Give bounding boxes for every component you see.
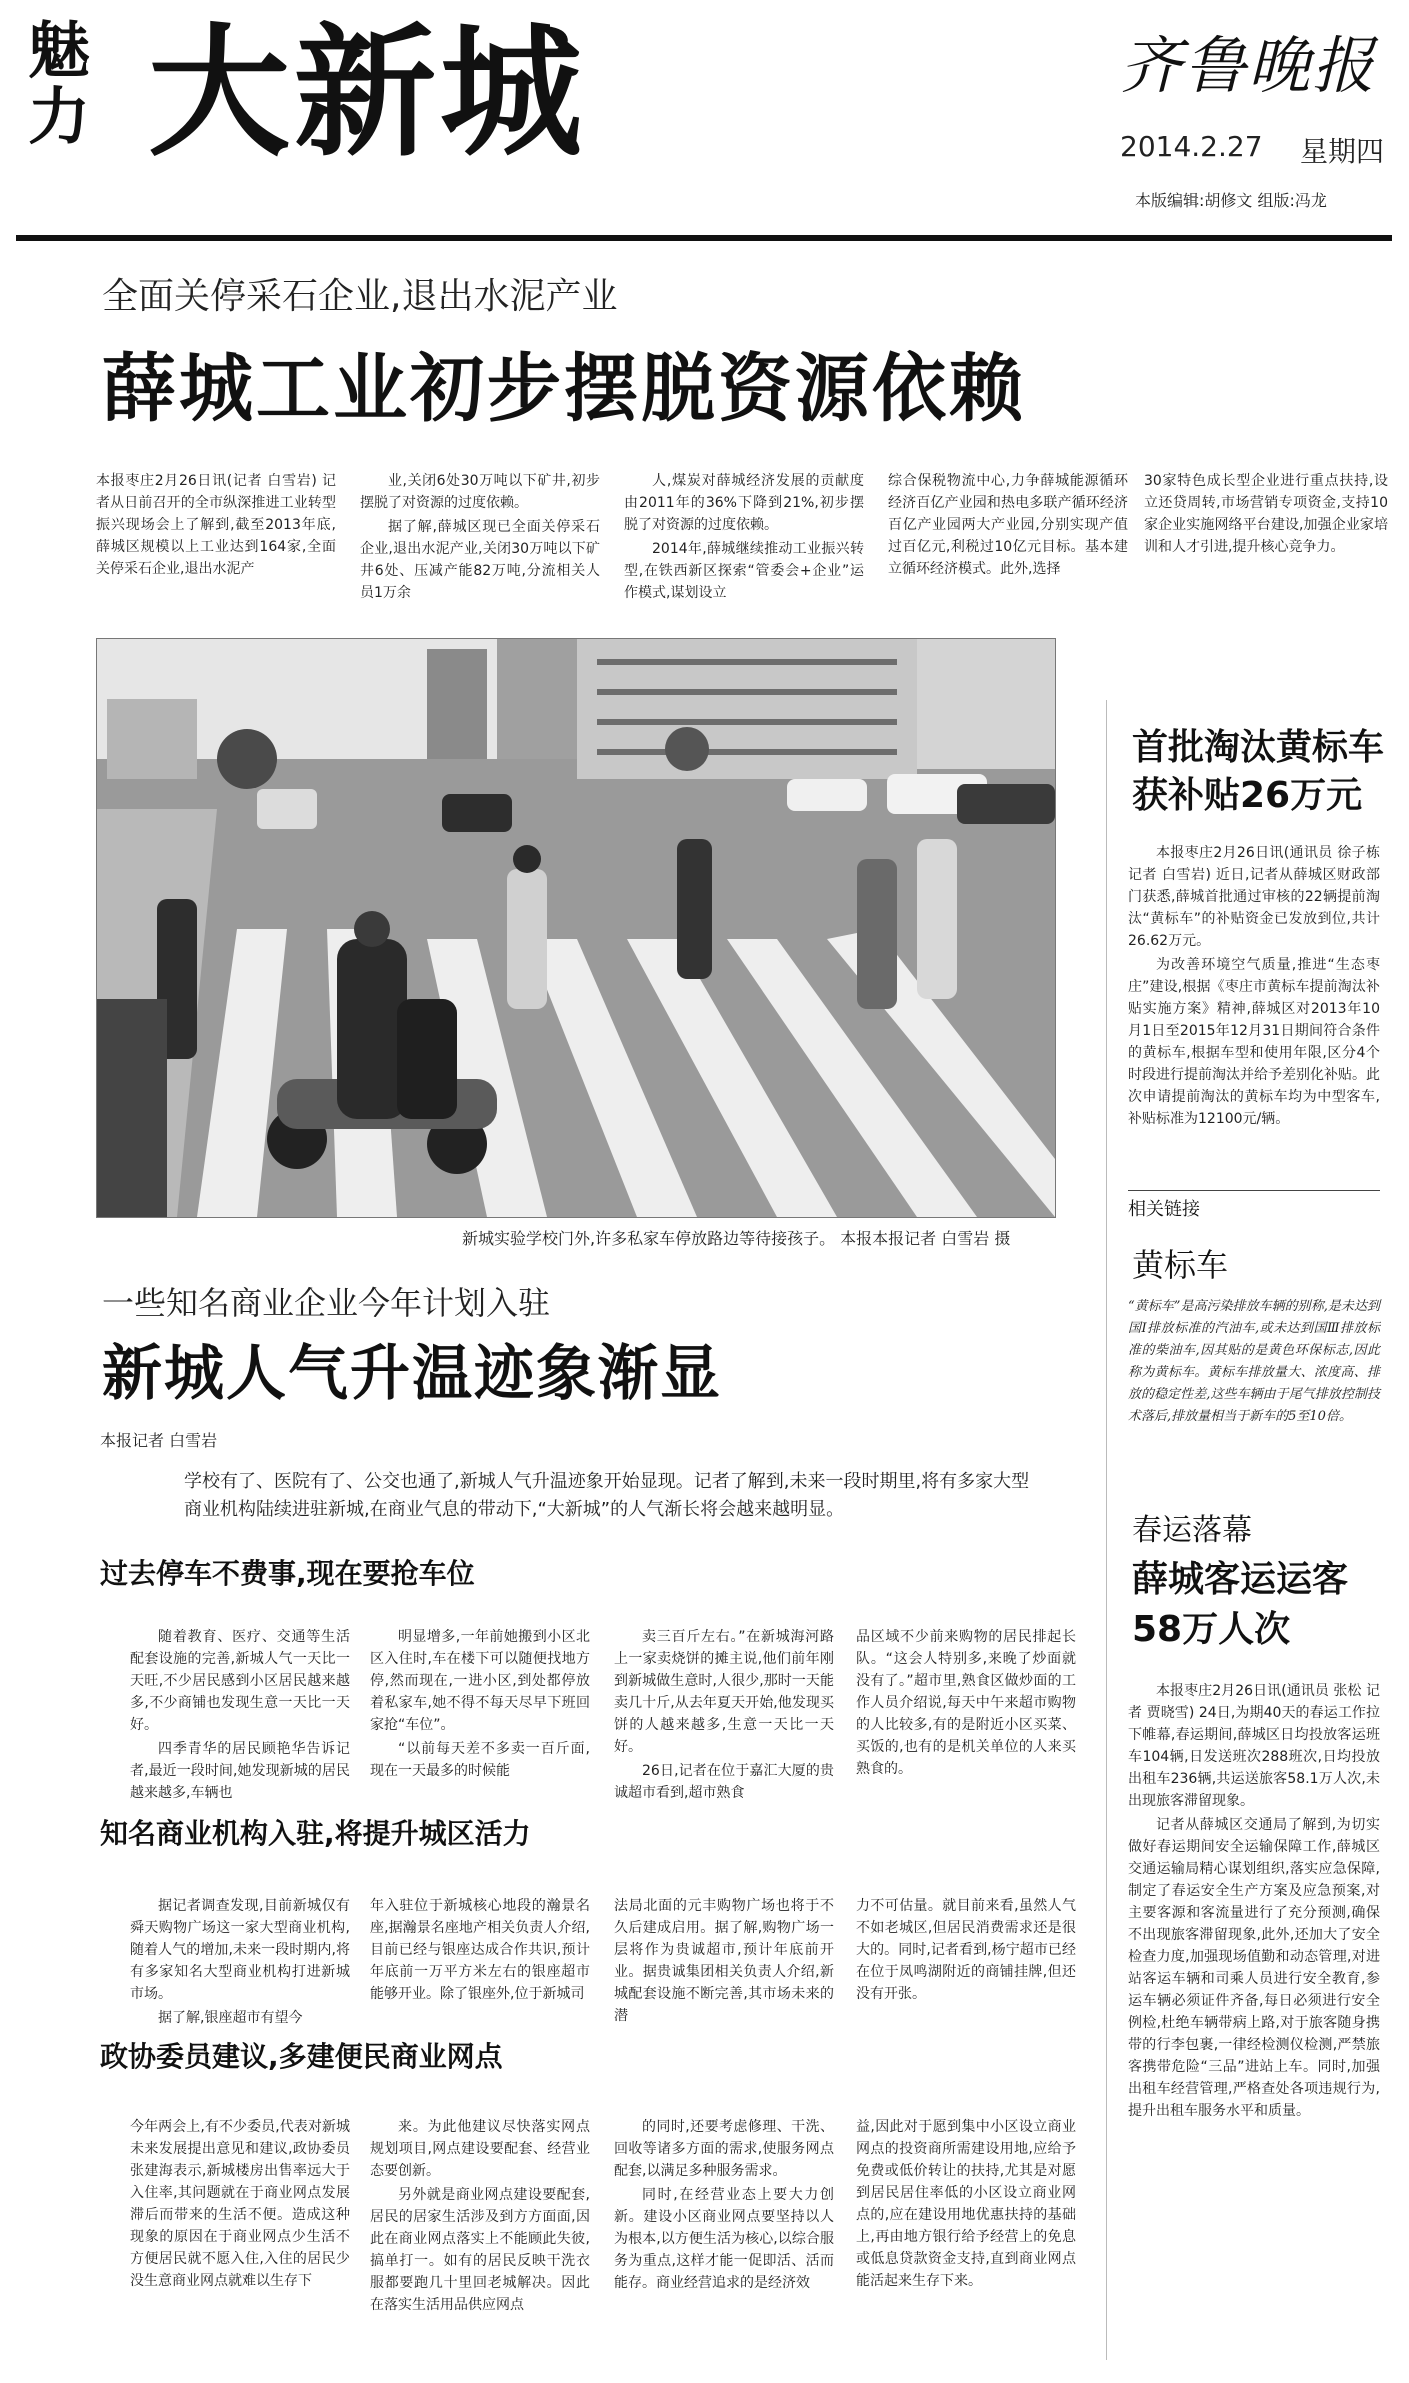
section2-column-4: 力不可估量。就目前来看,虽然人气不如老城区,但居民消费需求还是很大的。同时,记者看到,杨宁超市已经在位于凤鸣湖附近的商铺挂牌,但还没有开张。 [856, 1898, 1076, 2002]
right-story1-body: 本报枣庄2月26日讯(通讯员 徐子栋 记者 白雪岩) 近日,记者从薛城区财政部门获悉,薛城首批通过审核的22辆提前淘汰“黄标车”的补贴资金已发放到位,共计26.62万元。 为改善环境空气质量,推进“生态枣庄”建设,根据《枣庄市黄标车提前淘汰补贴实施方案》精神,薛城区对2013年10月1日至2015年12月31日期间符合条件的黄标车,根据车型和使用年限,区分4个时段进行提前淘汰并给予差别化补贴。此次申请提前淘汰的黄标车均为中型客车,补贴标准为12100元/辆。 [1128, 845, 1380, 1127]
issue-weekday: 星期四 [1300, 135, 1385, 168]
related-link-label: 相关链接 [1128, 1190, 1380, 1221]
story2-byline: 本报记者 白雪岩 [100, 1431, 218, 1450]
section3-column-2: 来。为此他建议尽快落实网点规划项目,网点建设要配套、经营业态要创新。 另外就是商业网点建设要配套,居民的居家生活涉及到方方面面,因此在商业网点落实上不能顾此失彼,搞单打一。如有的居民反映干洗衣服都要跑几十里回老城解决。因此在落实生活用品供应网点 [370, 2119, 590, 2313]
related-link-title: 黄标车 [1132, 1246, 1229, 1284]
section2-column-1: 据记者调查发现,目前新城仅有舜天购物广场这一家大型商业机构,随着人气的增加,未来一段时期内,将有多家知名大型商业机构打进新城市场。 据了解,银座超市有望今 [130, 1898, 350, 2026]
section-kicker: 魅力 [28, 14, 91, 153]
lead-headline: 薛城工业初步摆脱资源依赖 [102, 346, 1026, 432]
news-photo [96, 638, 1056, 1218]
section2-column-2: 年入驻位于新城核心地段的瀚景名座,据瀚景名座地产相关负责人介绍,目前已经与银座达成合作共识,预计年底前一万平方米左右的银座超市能够开业。除了银座外,位于新城司 [370, 1898, 590, 2002]
section1-column-1: 随着教育、医疗、交通等生活配套设施的完善,新城人气一天比一天旺,不少居民感到小区居民越来越多,不少商铺也发现生意一天比一天好。 四季青华的居民顾艳华告诉记者,最近一段时间,她发现新城的居民越来越多,车辆也 [130, 1629, 350, 1801]
lead-column-3: 人,煤炭对薛城经济发展的贡献度由2011年的36%下降到21%,初步摆脱了对资源的过度依赖。 2014年,薛城继续推动工业振兴转型,在铁西新区探索“管委会+企业”运作模式,谋划设立 [624, 473, 864, 601]
section3-column-3: 的同时,还要考虑修理、干洗、回收等诸多方面的需求,使服务网点配套,以满足多种服务需求。 同时,在经营业态上要大力创新。建设小区商业网点要坚持以人为根本,以方便生活为核心,以综合服务为重点,这样才能一促即活、活而能存。商业经营追求的是经济效 [614, 2119, 834, 2291]
lead-column-5: 30家特色成长型企业进行重点扶持,设立还贷周转,市场营销专项资金,支持10家企业实施网络平台建设,加强企业家培训和人才引进,提升核心竞争力。 [1144, 473, 1388, 555]
story2-subtitle: 一些知名商业企业今年计划入驻 [102, 1284, 551, 1322]
right-column-divider [1106, 700, 1107, 2360]
section3-column-4: 益,因此对于愿到集中小区设立商业网点的投资商所需建设用地,应给予免费或低价转让的扶持,尤其是对愿到居民居住率低的小区设立商业网点的,应在建设用地优惠扶持的基础上,再由地方银行给予经营上的免息或低息贷款资金支持,直到商业网点能活起来生存下来。 [856, 2119, 1076, 2289]
lead-subtitle: 全面关停采石企业,退出水泥产业 [102, 276, 618, 317]
related-link-body: “黄标车”是高污染排放车辆的别称,是未达到国Ⅰ排放标准的汽油车,或未达到国Ⅲ排放标准的柴油车,因其贴的是黄色环保标志,因此称为黄标车。黄标车排放量大、浓度高、排放的稳定性差,这些车辆由于尾气排放控制技术落后,排放量相当于新车的5至10倍。 [1128, 1299, 1380, 1424]
section1-column-3: 卖三百斤左右。”在新城海河路上一家卖烧饼的摊主说,他们前年刚到新城做生意时,人很少,那时一天能卖几十斤,从去年夏天开始,他发现买饼的人越来越多,生意一天比一天好。 26日,记者在位于嘉汇大厦的贵诚超市看到,超市熟食 [614, 1629, 834, 1801]
photo-caption: 新城实验学校门外,许多私家车停放路边等待接孩子。 本报本报记者 白雪岩 摄 [462, 1229, 1011, 1248]
section2-column-3: 法局北面的元丰购物广场也将于不久后建成启用。据了解,购物广场一层将作为贵诚超市,预计年底前开业。据贵诚集团相关负责人介绍,新城配套设施不断完善,其市场未来的潜 [614, 1898, 834, 2024]
section-heading-commerce: 知名商业机构入驻,将提升城区活力 [100, 1817, 531, 1850]
street-crossing-photo [97, 639, 1055, 1217]
lead-column-4: 综合保税物流中心,力争薛城能源循环经济百亿产业园和热电多联产循环经济百亿产业园两大产业园,分别实现产值过百亿元,利税过10亿元目标。基本建立循环经济模式。此外,选择 [888, 473, 1128, 577]
story2-intro: 学校有了、医院有了、公交也通了,新城人气升温迹象开始显现。记者了解到,未来一段时期里,将有多家大型商业机构陆续进驻新城,在商业气息的带动下,“大新城”的人气渐长将会越来越明显。 [184, 1471, 1030, 1520]
section3-column-1: 今年两会上,有不少委员,代表对新城未来发展提出意见和建议,政协委员张建海表示,新城楼房出售率远大于入住率,其问题就在于商业网点发展滞后而带来的生活不便。造成这种现象的原因在于商业网点少生活不方便居民就不愿入住,入住的居民少没生意商业网点就难以生存下 [130, 2119, 350, 2289]
story2-headline: 新城人气升温迹象渐显 [102, 1339, 722, 1409]
section1-column-4: 品区域不少前来购物的居民排起长队。“这会人特别多,来晚了炒面就没有了。”超市里,熟食区做炒面的工作人员介绍说,每天中午来超市购物的人比较多,有的是附近小区买菜、买饭的,也有的是机关单位的人来买熟食的。 [856, 1629, 1076, 1777]
lead-column-1: 本报枣庄2月26日讯(记者 白雪岩) 记者从日前召开的全市纵深推进工业转型振兴现场会上了解到,截至2013年底,薛城区规模以上工业达到164家,全面关停采石企业,退出水泥产 [96, 473, 336, 577]
page-credits: 本版编辑:胡修文 组版:冯龙 [1135, 191, 1327, 210]
issue-date: 2014.2.27 [1120, 130, 1263, 163]
right-story2-body: 本报枣庄2月26日讯(通讯员 张松 记者 贾晓雪) 24日,为期40天的春运工作拉下帷幕,春运期间,薛城区日均投放客运班车104辆,日发送班次288班次,日均投放出租车236辆,共运送旅客58.1万人次,未出现旅客滞留现象。 记者从薛城区交通局了解到,为切实做好春运期间安全运输保障工作,薛城区交通运输局精心谋划组织,落实应急保障,制定了春运安全生产方案及应急预案,对主要客源和客流量进行了充分预测,确保不出现旅客滞留现象,此外,还加大了安全检查力度,加强现场值勤和动态管理,对进站客运车辆和司乘人员进行安全教育,参运车辆必须证件齐备,每日必须进行安全例检,杜绝车辆带病上路,对于旅客随身携带的行李包裹,一律经检测仪检测,严禁旅客携带危险“三品”进站上车。同时,加强出租车经营管理,严格查处各项违规行为,提升出租车服务水平和质量。 [1128, 1683, 1380, 2119]
section1-column-2: 明显增多,一年前她搬到小区北区入住时,车在楼下可以随便找地方停,然而现在,一进小区,到处都停放着私家车,她不得不每天尽早下班回家抢“车位”。 “以前每天差不多卖一百斤面,现在一天最多的时候能 [370, 1629, 590, 1779]
lead-column-2: 业,关闭6处30万吨以下矿井,初步摆脱了对资源的过度依赖。 据了解,薛城区现已全面关停采石企业,退出水泥产业,关闭30万吨以下矿井6处、压减产能82万吨,分流相关人员1万余 [360, 473, 600, 601]
masthead-rule [16, 235, 1392, 241]
section-title: 大新城 [148, 11, 586, 176]
newspaper-logo: 齐鲁晚报 [1120, 29, 1377, 102]
right-story2-subtitle: 春运落幕 [1132, 1513, 1252, 1548]
right-story2-headline: 薛城客运运客58万人次 [1132, 1559, 1349, 1650]
right-story1-headline: 首批淘汰黄标车获补贴26万元 [1132, 727, 1385, 816]
section-heading-parking: 过去停车不费事,现在要抢车位 [100, 1557, 475, 1590]
section-heading-proposal: 政协委员建议,多建便民商业网点 [100, 2040, 503, 2073]
